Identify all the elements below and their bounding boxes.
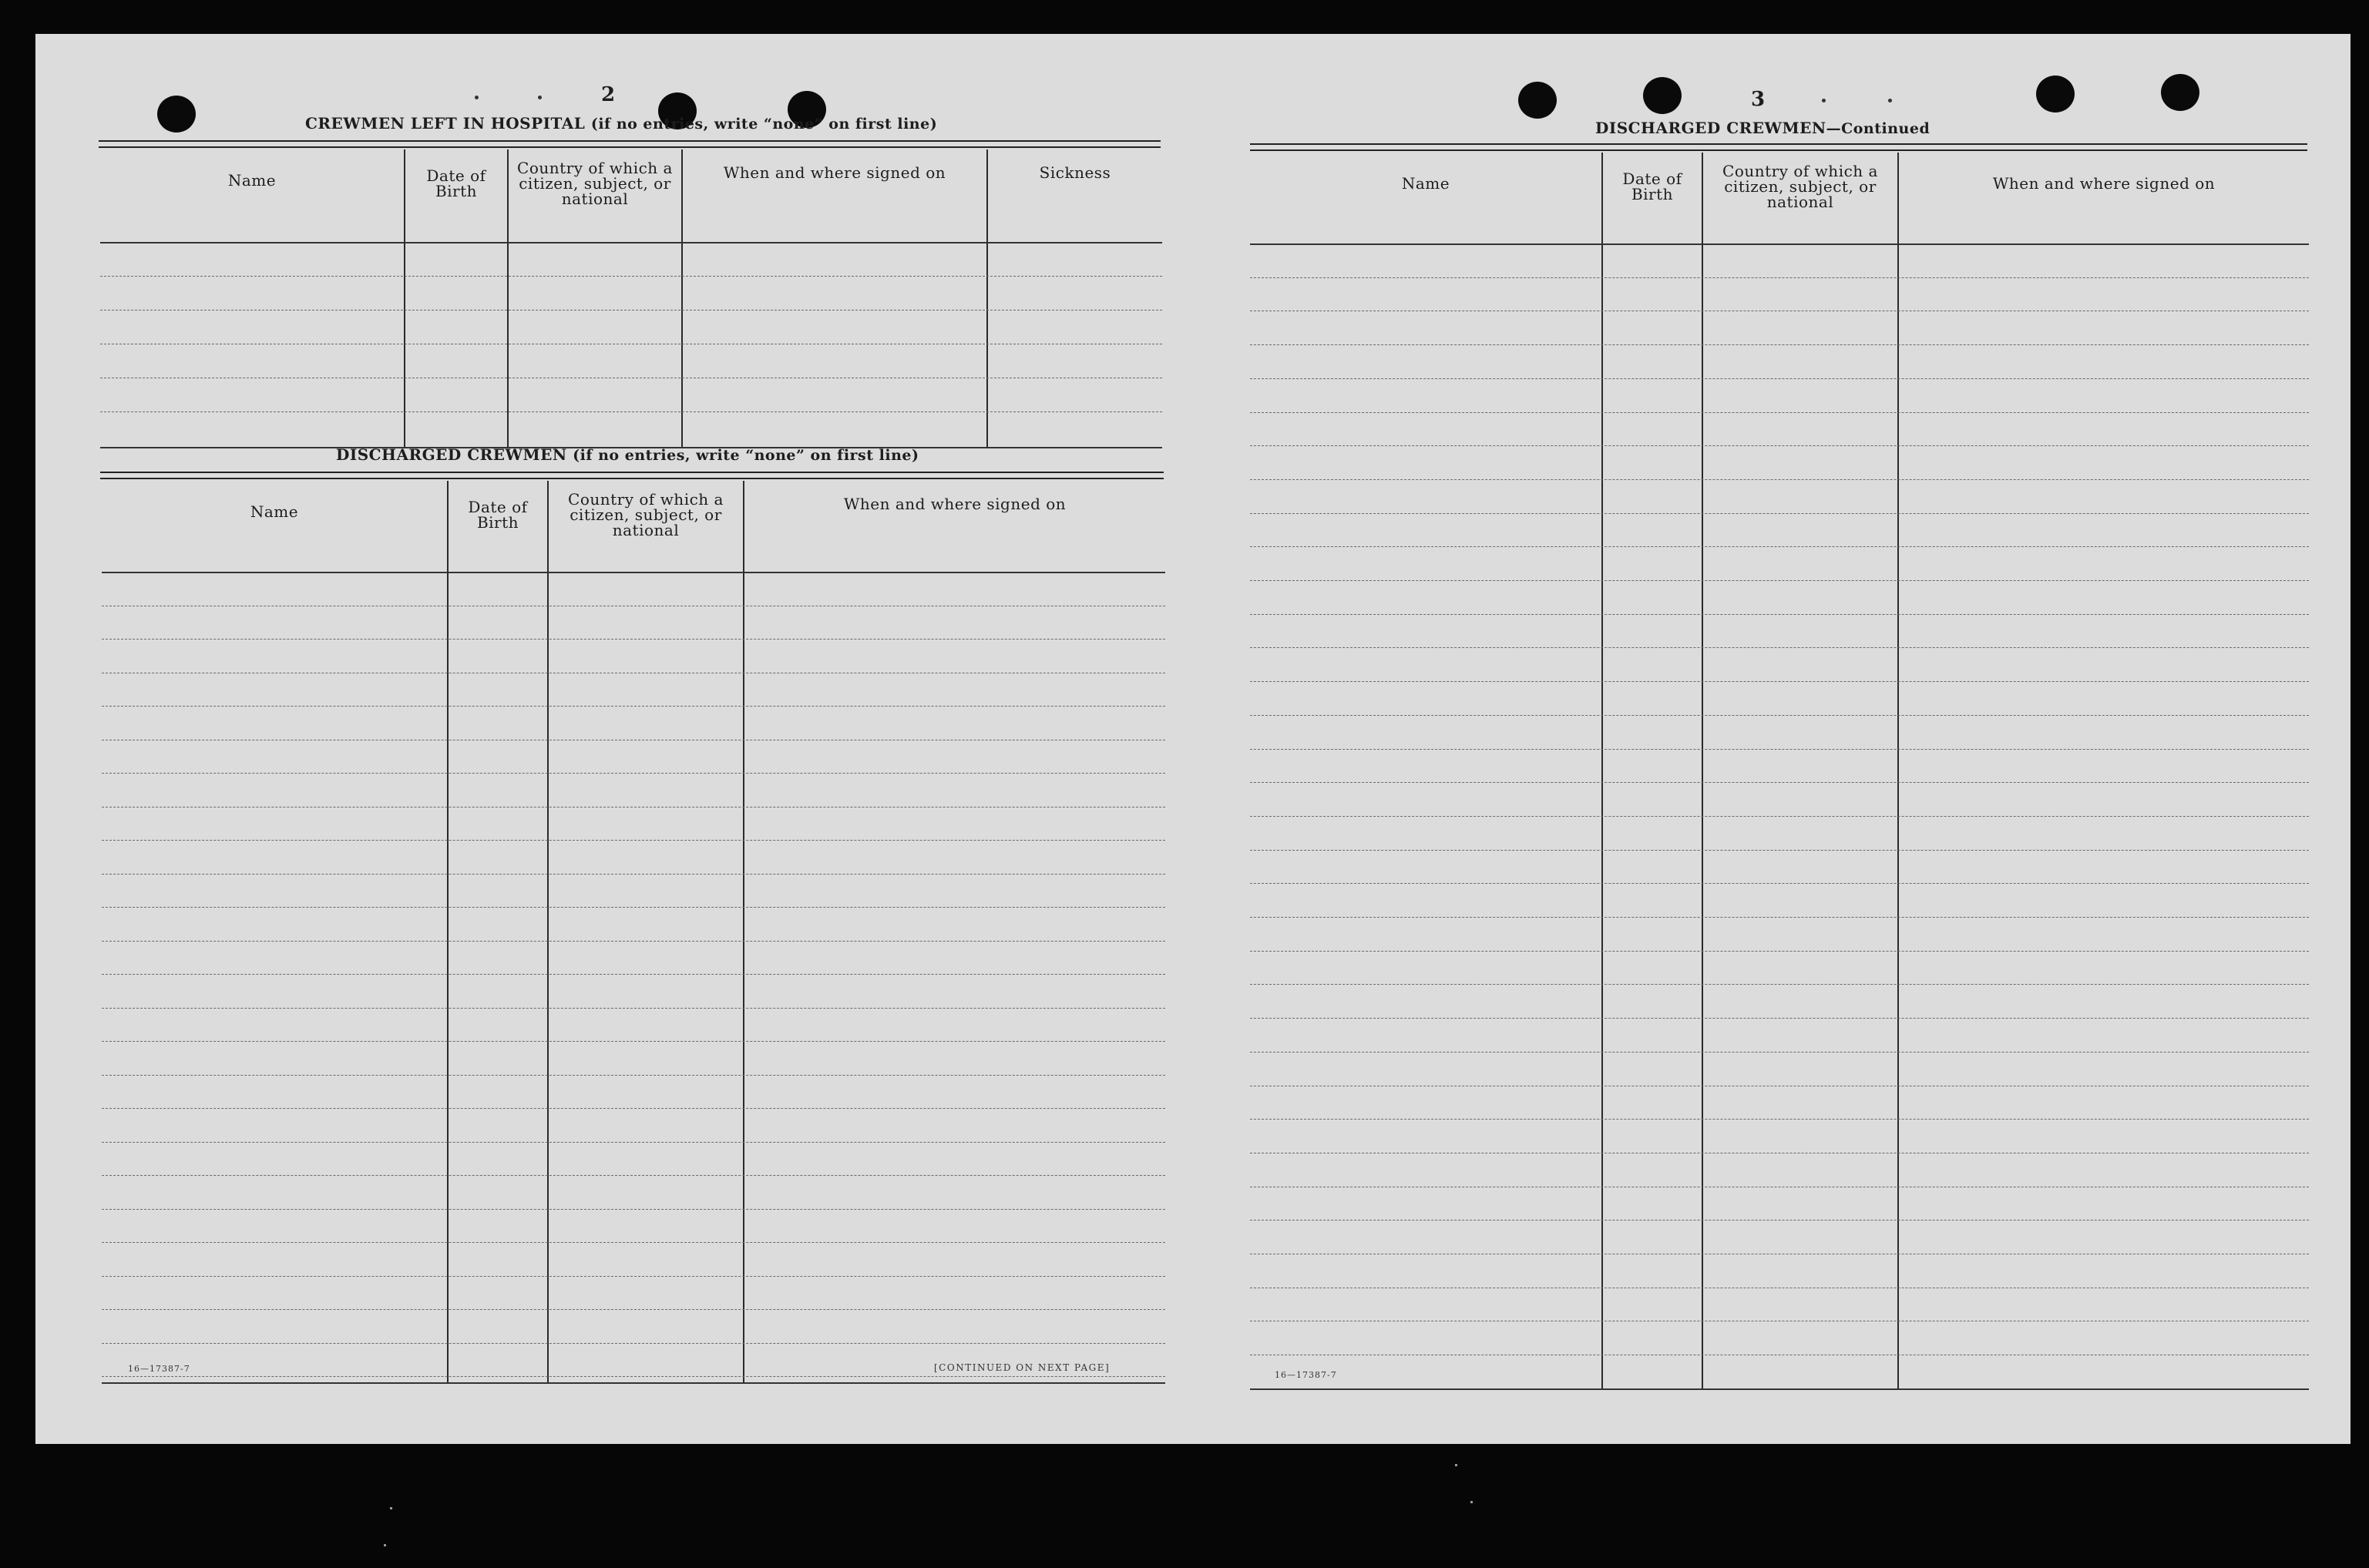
page-number-left: 2 — [601, 83, 616, 106]
form-code-left: 16—17387-7 — [128, 1364, 190, 1374]
col-header-name: Name — [1401, 174, 1450, 193]
speck — [1822, 99, 1826, 102]
entry-line[interactable] — [102, 1175, 1165, 1176]
col-header-country: Country of which a citizen, subject, or national — [517, 159, 673, 208]
speck — [1455, 1464, 1457, 1466]
column-divider — [507, 149, 509, 448]
col-header-signed-on: When and where signed on — [723, 163, 946, 182]
col-header-name: Name — [227, 171, 277, 190]
discharged-continued-main: DISCHARGED CREWMEN — [1595, 119, 1826, 137]
speck — [390, 1507, 392, 1509]
speck — [1888, 99, 1892, 102]
entry-line[interactable] — [102, 1242, 1165, 1243]
column-divider — [447, 481, 449, 1384]
entry-line[interactable] — [1250, 1119, 2309, 1120]
entry-line[interactable] — [1250, 1052, 2309, 1053]
bottom-rule — [1250, 1388, 2309, 1390]
entry-line[interactable] — [1250, 951, 2309, 952]
hospital-top-rule — [99, 140, 1161, 148]
entry-line[interactable] — [1250, 513, 2309, 514]
punch-hole — [2036, 76, 2075, 112]
entry-line[interactable] — [1250, 749, 2309, 750]
entry-line[interactable] — [102, 1142, 1165, 1143]
entry-line[interactable] — [1250, 816, 2309, 817]
entry-line[interactable] — [1250, 1018, 2309, 1019]
hospital-title-note: (if no entries, write “none” on first line) — [590, 116, 938, 133]
entry-line[interactable] — [102, 1041, 1165, 1042]
entry-line[interactable] — [1250, 883, 2309, 884]
column-divider — [547, 481, 549, 1384]
form-code-right: 16—17387-7 — [1275, 1370, 1337, 1380]
speck — [1470, 1501, 1473, 1503]
entry-line[interactable] — [102, 874, 1165, 875]
entry-line[interactable] — [1250, 984, 2309, 985]
entry-line[interactable] — [1250, 917, 2309, 918]
entry-line[interactable] — [1250, 479, 2309, 480]
entry-line[interactable] — [1250, 445, 2309, 446]
entry-line[interactable] — [1250, 614, 2309, 615]
discharged-title-main: DISCHARGED CREWMEN — [336, 445, 567, 464]
speck — [384, 1544, 386, 1546]
punch-hole — [1643, 77, 1682, 114]
discharged-top-rule — [100, 472, 1164, 479]
speck — [538, 96, 542, 99]
entry-line[interactable] — [1250, 546, 2309, 547]
column-divider — [1702, 153, 1703, 1390]
entry-line[interactable] — [102, 1075, 1165, 1076]
punch-hole — [157, 96, 196, 133]
discharged-continued-table — [1250, 153, 2309, 1390]
entry-line[interactable] — [102, 1008, 1165, 1009]
entry-line[interactable] — [102, 907, 1165, 908]
entry-line[interactable] — [100, 310, 1162, 311]
column-divider — [404, 149, 405, 448]
punch-hole — [2161, 74, 2199, 111]
col-header-signed-on: When and where signed on — [843, 495, 1067, 513]
entry-line[interactable] — [100, 276, 1162, 277]
entry-line[interactable] — [102, 1376, 1165, 1377]
entry-line[interactable] — [1250, 412, 2309, 413]
entry-line[interactable] — [102, 941, 1165, 942]
column-divider — [1897, 153, 1899, 1390]
col-header-name: Name — [250, 502, 299, 521]
col-header-dob: Date of Birth — [1622, 170, 1682, 203]
entry-line[interactable] — [102, 1108, 1165, 1109]
col-header-dob: Date of Birth — [426, 166, 486, 200]
entry-line[interactable] — [102, 1209, 1165, 1210]
header-rule — [1250, 243, 2309, 245]
entry-line[interactable] — [102, 1309, 1165, 1310]
entry-line[interactable] — [1250, 378, 2309, 379]
discharged-continued-title — [1595, 119, 1930, 137]
entry-line[interactable] — [102, 807, 1165, 808]
col-header-country: Country of which a citizen, subject, or national — [568, 490, 724, 539]
form-sheet — [35, 34, 2351, 1444]
page-number-right: 3 — [1751, 88, 1766, 111]
discharged-section-title — [336, 445, 919, 464]
entry-line[interactable] — [1250, 782, 2309, 783]
column-divider — [681, 149, 683, 448]
entry-line[interactable] — [102, 1276, 1165, 1277]
entry-line[interactable] — [102, 706, 1165, 707]
discharged-title-note: (if no entries, write “none” on first line) — [573, 447, 919, 464]
entry-line[interactable] — [1250, 344, 2309, 345]
entry-line[interactable] — [1250, 681, 2309, 682]
bottom-rule — [102, 1382, 1165, 1384]
punch-hole — [1518, 82, 1557, 119]
hospital-title-main: CREWMEN LEFT IN HOSPITAL — [305, 114, 586, 133]
discharged-table — [102, 481, 1165, 1384]
col-header-signed-on: When and where signed on — [1992, 174, 2216, 193]
entry-line[interactable] — [102, 1343, 1165, 1344]
entry-line[interactable] — [1250, 277, 2309, 278]
hospital-section-title — [305, 114, 937, 133]
entry-line[interactable] — [102, 974, 1165, 975]
entry-line[interactable] — [100, 411, 1162, 412]
header-rule — [102, 572, 1165, 573]
column-divider — [743, 481, 744, 1384]
entry-line[interactable] — [102, 639, 1165, 640]
column-divider — [986, 149, 988, 448]
discharged-continued-suffix: —Continued — [1826, 120, 1930, 137]
column-divider — [1601, 153, 1603, 1390]
right-top-rule — [1250, 143, 2307, 151]
hospital-table — [100, 149, 1162, 448]
entry-line[interactable] — [1250, 647, 2309, 648]
speck — [475, 96, 479, 99]
col-header-dob: Date of Birth — [468, 498, 528, 532]
entry-line[interactable] — [102, 773, 1165, 774]
entry-line[interactable] — [1250, 850, 2309, 851]
header-rule — [100, 242, 1162, 243]
col-header-sickness: Sickness — [1039, 163, 1111, 182]
entry-line[interactable] — [1250, 580, 2309, 581]
continued-note: [CONTINUED ON NEXT PAGE] — [934, 1362, 1111, 1373]
entry-line[interactable] — [1250, 715, 2309, 716]
entry-line[interactable] — [102, 840, 1165, 841]
col-header-country: Country of which a citizen, subject, or national — [1722, 162, 1878, 211]
